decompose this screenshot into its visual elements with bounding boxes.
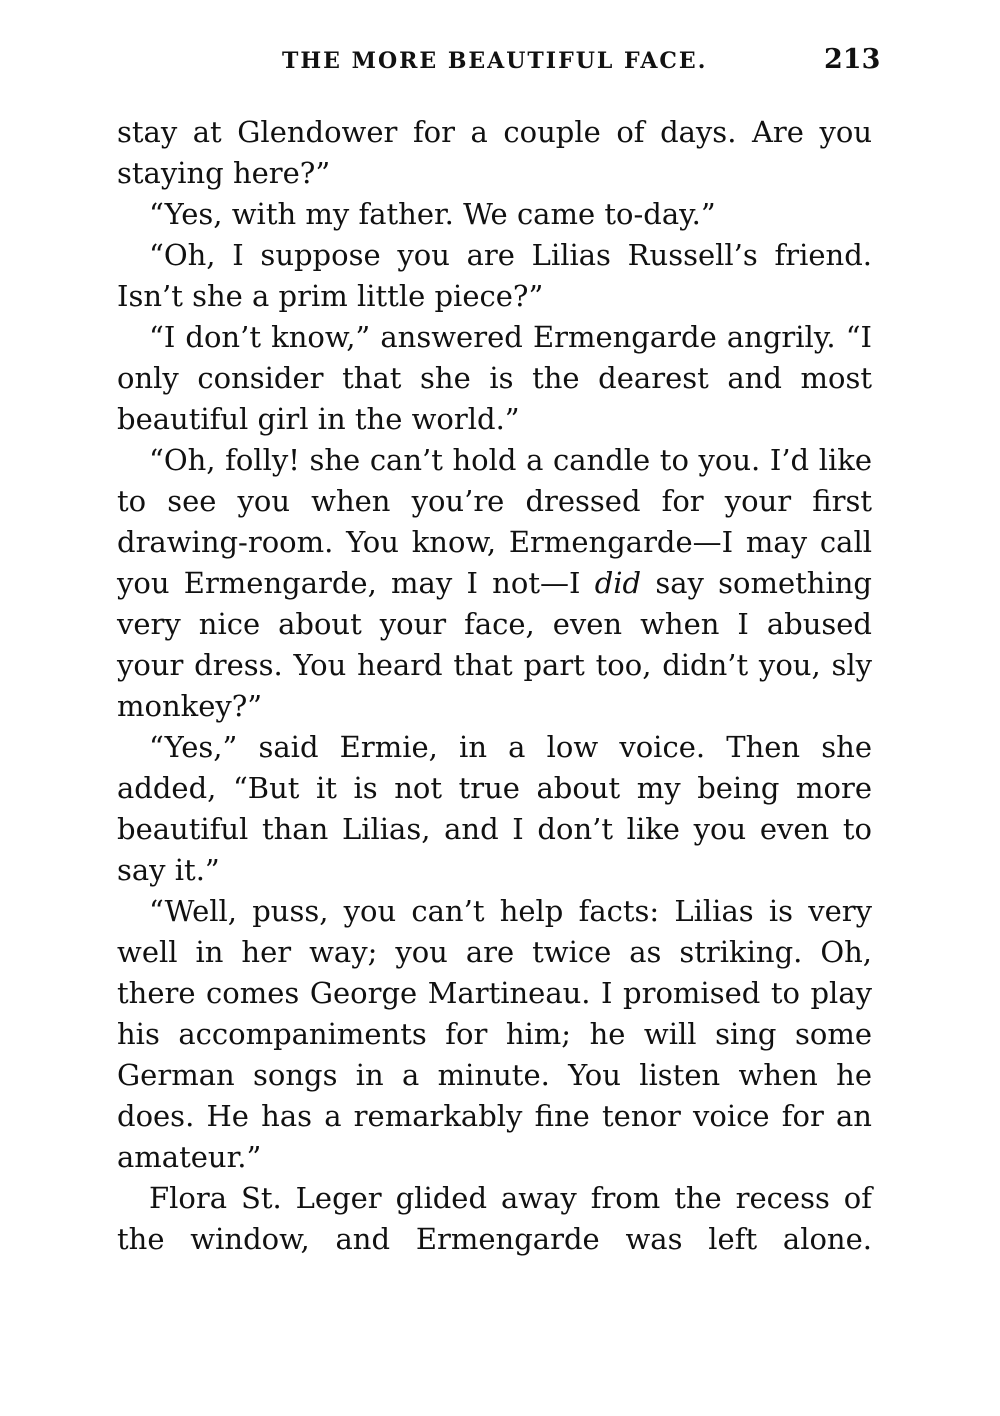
paragraph-said-ermie: “Yes,” said Ermie, in a low voice. Then she added, “But it is not true about my being more beautiful than Lilias, and I don’t like you even to say it.” (117, 730, 872, 887)
emphasis-did: did (594, 566, 642, 600)
paragraph-well-puss: “Well, puss, you can’t help facts: Lilias is very well in her way; you are twice as striking. Oh, there comes George Martineau. I promised to play his accompaniments for him; he will sing some German songs in a minute. You listen when he does. He has a remarkably fine tenor voice for an amateur.” (117, 894, 872, 1174)
paragraph-continuation: stay at Glendower for a couple of days. Are you staying here?” (117, 115, 872, 190)
running-title: THE MORE BEAUTIFUL FACE. (282, 48, 708, 74)
paragraph-lilias-friend: “Oh, I suppose you are Lilias Russell’s friend. Isn’t she a prim little piece?” (117, 238, 872, 313)
text-span: say something very nice about your face, even when I abused your dress. You heard that part too, didn’t you, sly monkey?” (117, 566, 872, 723)
paragraph-flora-glided-away: Flora St. Leger glided away from the recess of the window, and Ermengarde was left alone. (117, 1181, 872, 1256)
body-text (117, 112, 872, 1260)
paragraph-yes-with-my-father: “Yes, with my father. We came to-day.” (149, 197, 716, 231)
paragraph-oh-folly (117, 440, 872, 727)
text-span: “Oh, folly! she can’t hold a candle to you. I’d like to see you when you’re dressed for your first drawing-room. You know, Ermengarde—I may call you Ermengarde, may I not—I (117, 443, 872, 600)
paragraph-answered-angrily: “I don’t know,” answered Ermengarde angrily. “I only consider that she is the dearest and most beautiful girl in the world.” (117, 320, 872, 436)
page-number: 213 (824, 44, 881, 75)
